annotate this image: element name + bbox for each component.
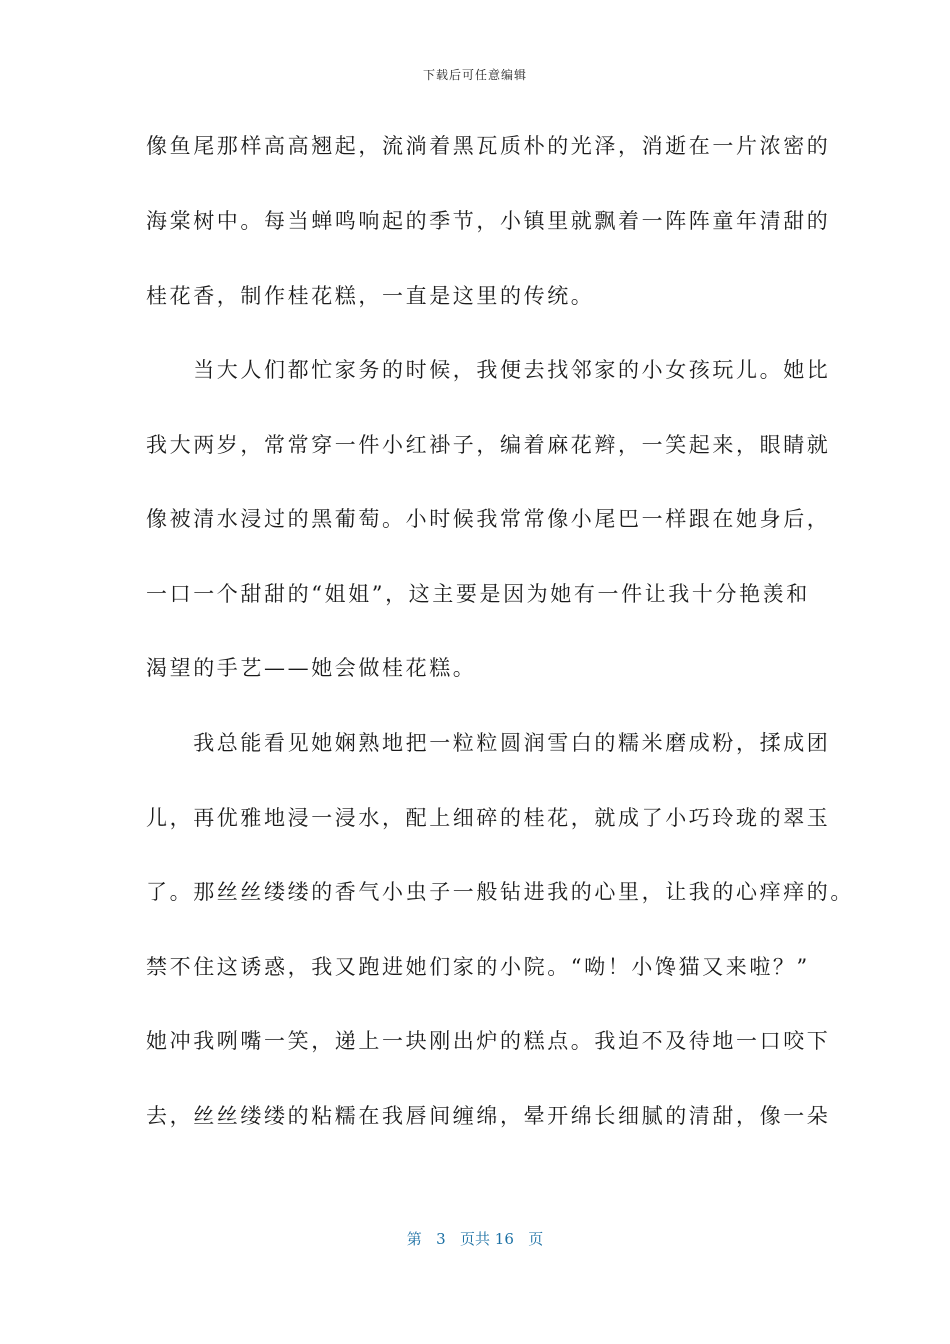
body-line-4: 当大人们都忙家务的时候，我便去找邻家的小女孩玩儿。她比 <box>146 358 831 382</box>
body-line-10: 儿，再优雅地浸一浸水，配上细碎的桂花，就成了小巧玲珑的翠玉 <box>146 806 831 830</box>
footer-prefix: 第 <box>406 1230 422 1248</box>
body-line-14: 去，丝丝缕缕的粘糯在我唇间缠绵，晕开绵长细腻的清甜，像一朵 <box>146 1104 831 1128</box>
page-header: 下载后可任意编辑 <box>422 68 527 82</box>
total-pages-number: 16 <box>494 1230 514 1248</box>
body-line-8: 渴望的手艺——她会做桂花糕。 <box>146 656 477 680</box>
body-line-6: 像被清水浸过的黑葡萄。小时候我常常像小尾巴一样跟在她身后， <box>146 507 831 531</box>
body-line-3: 桂花香，制作桂花糕，一直是这里的传统。 <box>146 284 595 308</box>
footer-mid: 页共 <box>459 1230 490 1248</box>
body-line-13: 她冲我咧嘴一笑，递上一块刚出炉的糕点。我迫不及待地一口咬下 <box>146 1029 831 1053</box>
current-page-number: 3 <box>436 1230 446 1248</box>
page-footer <box>0 1228 950 1249</box>
body-line-12: 禁不住这诱惑，我又跑进她们家的小院。“呦！小馋猫又来啦？” <box>146 955 810 979</box>
body-line-2: 海棠树中。每当蝉鸣响起的季节，小镇里就飘着一阵阵童年清甜的 <box>146 209 831 233</box>
body-line-9: 我总能看见她娴熟地把一粒粒圆润雪白的糯米磨成粉，揉成团 <box>146 731 831 755</box>
body-line-11: 了。那丝丝缕缕的香气小虫子一般钻进我的心里，让我的心痒痒的。 <box>146 880 854 904</box>
footer-suffix: 页 <box>528 1230 544 1248</box>
body-line-5: 我大两岁，常常穿一件小红褂子，编着麻花辫，一笑起来，眼睛就 <box>146 433 831 457</box>
body-line-1: 像鱼尾那样高高翘起，流淌着黑瓦质朴的光泽，消逝在一片浓密的 <box>146 134 831 158</box>
body-line-7: 一口一个甜甜的“姐姐”，这主要是因为她有一件让我十分艳羡和 <box>146 582 810 606</box>
